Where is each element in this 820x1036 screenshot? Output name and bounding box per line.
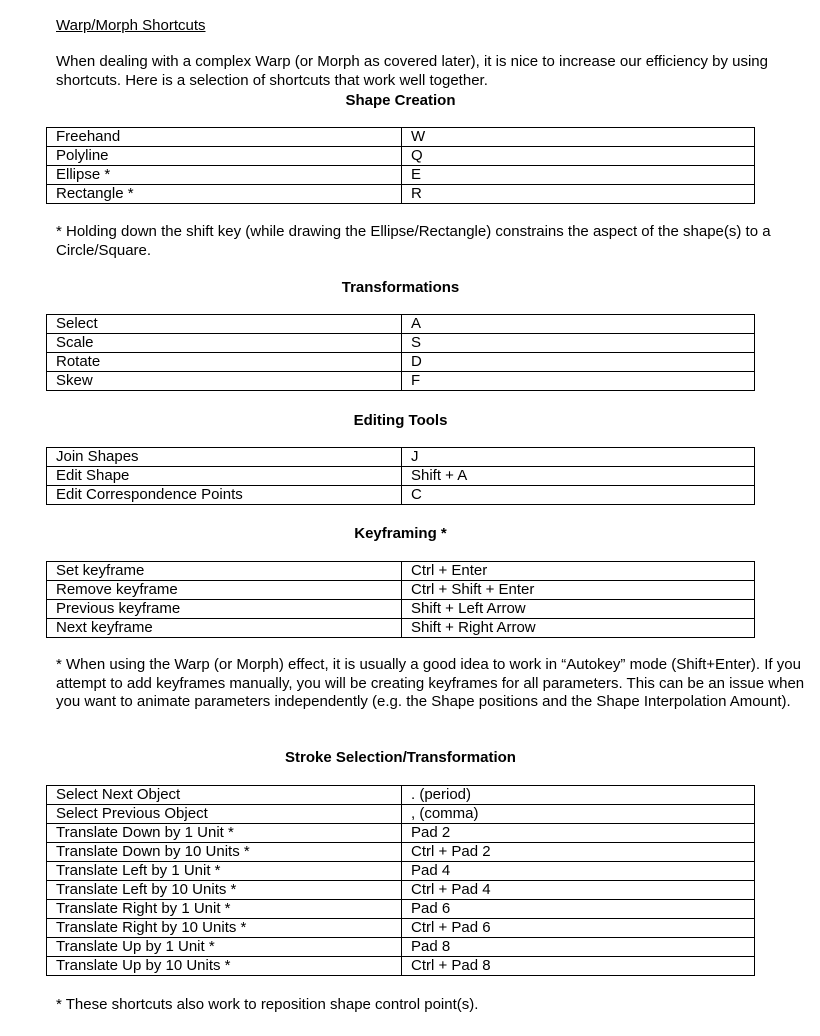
table-shape-creation	[46, 127, 755, 204]
table-row	[47, 919, 755, 938]
shortcut-cell: , (comma)	[402, 805, 755, 824]
shortcut-cell: Shift + Left Arrow	[402, 600, 755, 619]
table-row	[47, 786, 755, 805]
shortcut-cell: . (period)	[402, 786, 755, 805]
table-stroke-selection	[46, 785, 755, 976]
shortcut-cell: S	[402, 334, 755, 353]
table-row	[47, 315, 755, 334]
table-editing-tools	[46, 447, 755, 505]
table-row	[47, 467, 755, 486]
table-row	[47, 938, 755, 957]
note-stroke-selection: * These shortcuts also work to reposition shape control point(s).	[56, 996, 479, 1013]
shortcut-cell: Ctrl + Pad 8	[402, 957, 755, 976]
shortcut-cell: Ctrl + Shift + Enter	[402, 581, 755, 600]
heading-keyframing: Keyframing *	[354, 525, 447, 542]
action-cell: Rotate	[47, 353, 402, 372]
table-row	[47, 562, 755, 581]
heading-editing-tools: Editing Tools	[353, 412, 448, 429]
shortcut-cell: Ctrl + Pad 4	[402, 881, 755, 900]
action-cell: Select	[47, 315, 402, 334]
action-cell: Translate Right by 10 Units *	[47, 919, 402, 938]
shortcut-cell: Ctrl + Pad 2	[402, 843, 755, 862]
action-cell: Translate Left by 1 Unit *	[47, 862, 402, 881]
table-row	[47, 600, 755, 619]
shortcut-cell: Pad 4	[402, 862, 755, 881]
table-row	[47, 147, 755, 166]
shortcut-cell: Ctrl + Enter	[402, 562, 755, 581]
action-cell: Skew	[47, 372, 402, 391]
table-row	[47, 581, 755, 600]
action-cell: Scale	[47, 334, 402, 353]
shortcut-cell: R	[402, 185, 755, 204]
document-title: Warp/Morph Shortcuts	[56, 17, 206, 34]
table-transformations	[46, 314, 755, 391]
table-keyframing	[46, 561, 755, 638]
shortcut-cell: Ctrl + Pad 6	[402, 919, 755, 938]
shortcut-cell: J	[402, 448, 755, 467]
table-row	[47, 334, 755, 353]
shortcut-cell: D	[402, 353, 755, 372]
action-cell: Polyline	[47, 147, 402, 166]
action-cell: Translate Up by 1 Unit *	[47, 938, 402, 957]
action-cell: Translate Down by 10 Units *	[47, 843, 402, 862]
shortcut-cell: Shift + A	[402, 467, 755, 486]
action-cell: Edit Correspondence Points	[47, 486, 402, 505]
action-cell: Join Shapes	[47, 448, 402, 467]
table-row	[47, 185, 755, 204]
table-row	[47, 166, 755, 185]
heading-shape-creation: Shape Creation	[345, 92, 456, 109]
action-cell: Next keyframe	[47, 619, 402, 638]
table-row	[47, 900, 755, 919]
action-cell: Rectangle *	[47, 185, 402, 204]
action-cell: Previous keyframe	[47, 600, 402, 619]
note-keyframing: * When using the Warp (or Morph) effect, it is usually a good idea to work in “Autokey” mode (Shift+Enter). If you attempt to add keyframes manually, you will be creating keyframes for all parameters. This can be an issue when you want to animate parameters independently (e.g. the Shape positions and the Shape Interpolation Amount).	[56, 656, 805, 710]
action-cell: Ellipse *	[47, 166, 402, 185]
table-row	[47, 372, 755, 391]
shortcut-cell: Q	[402, 147, 755, 166]
shortcut-cell: E	[402, 166, 755, 185]
shortcut-cell: Pad 2	[402, 824, 755, 843]
action-cell: Translate Right by 1 Unit *	[47, 900, 402, 919]
action-cell: Set keyframe	[47, 562, 402, 581]
table-row	[47, 862, 755, 881]
shortcut-cell: Pad 6	[402, 900, 755, 919]
table-row	[47, 824, 755, 843]
action-cell: Edit Shape	[47, 467, 402, 486]
table-row	[47, 957, 755, 976]
table-row	[47, 805, 755, 824]
action-cell: Translate Up by 10 Units *	[47, 957, 402, 976]
action-cell: Freehand	[47, 128, 402, 147]
table-row	[47, 486, 755, 505]
heading-transformations: Transformations	[341, 279, 460, 296]
shortcut-cell: A	[402, 315, 755, 334]
action-cell: Select Next Object	[47, 786, 402, 805]
note-shape-creation: * Holding down the shift key (while drawing the Ellipse/Rectangle) constrains the aspect of the shape(s) to a Circle/Square.	[56, 223, 771, 259]
shortcut-cell: F	[402, 372, 755, 391]
table-row	[47, 448, 755, 467]
shortcut-cell: C	[402, 486, 755, 505]
action-cell: Select Previous Object	[47, 805, 402, 824]
table-row	[47, 843, 755, 862]
action-cell: Translate Left by 10 Units *	[47, 881, 402, 900]
table-row	[47, 353, 755, 372]
heading-stroke-selection: Stroke Selection/Transformation	[285, 749, 516, 766]
action-cell: Translate Down by 1 Unit *	[47, 824, 402, 843]
shortcut-cell: Pad 8	[402, 938, 755, 957]
shortcut-cell: Shift + Right Arrow	[402, 619, 755, 638]
action-cell: Remove keyframe	[47, 581, 402, 600]
shortcut-cell: W	[402, 128, 755, 147]
table-row	[47, 619, 755, 638]
table-row	[47, 881, 755, 900]
table-row	[47, 128, 755, 147]
intro-paragraph: When dealing with a complex Warp (or Morph as covered later), it is nice to increase our efficiency by using shortcuts. Here is a selection of shortcuts that work well together.	[56, 53, 768, 89]
